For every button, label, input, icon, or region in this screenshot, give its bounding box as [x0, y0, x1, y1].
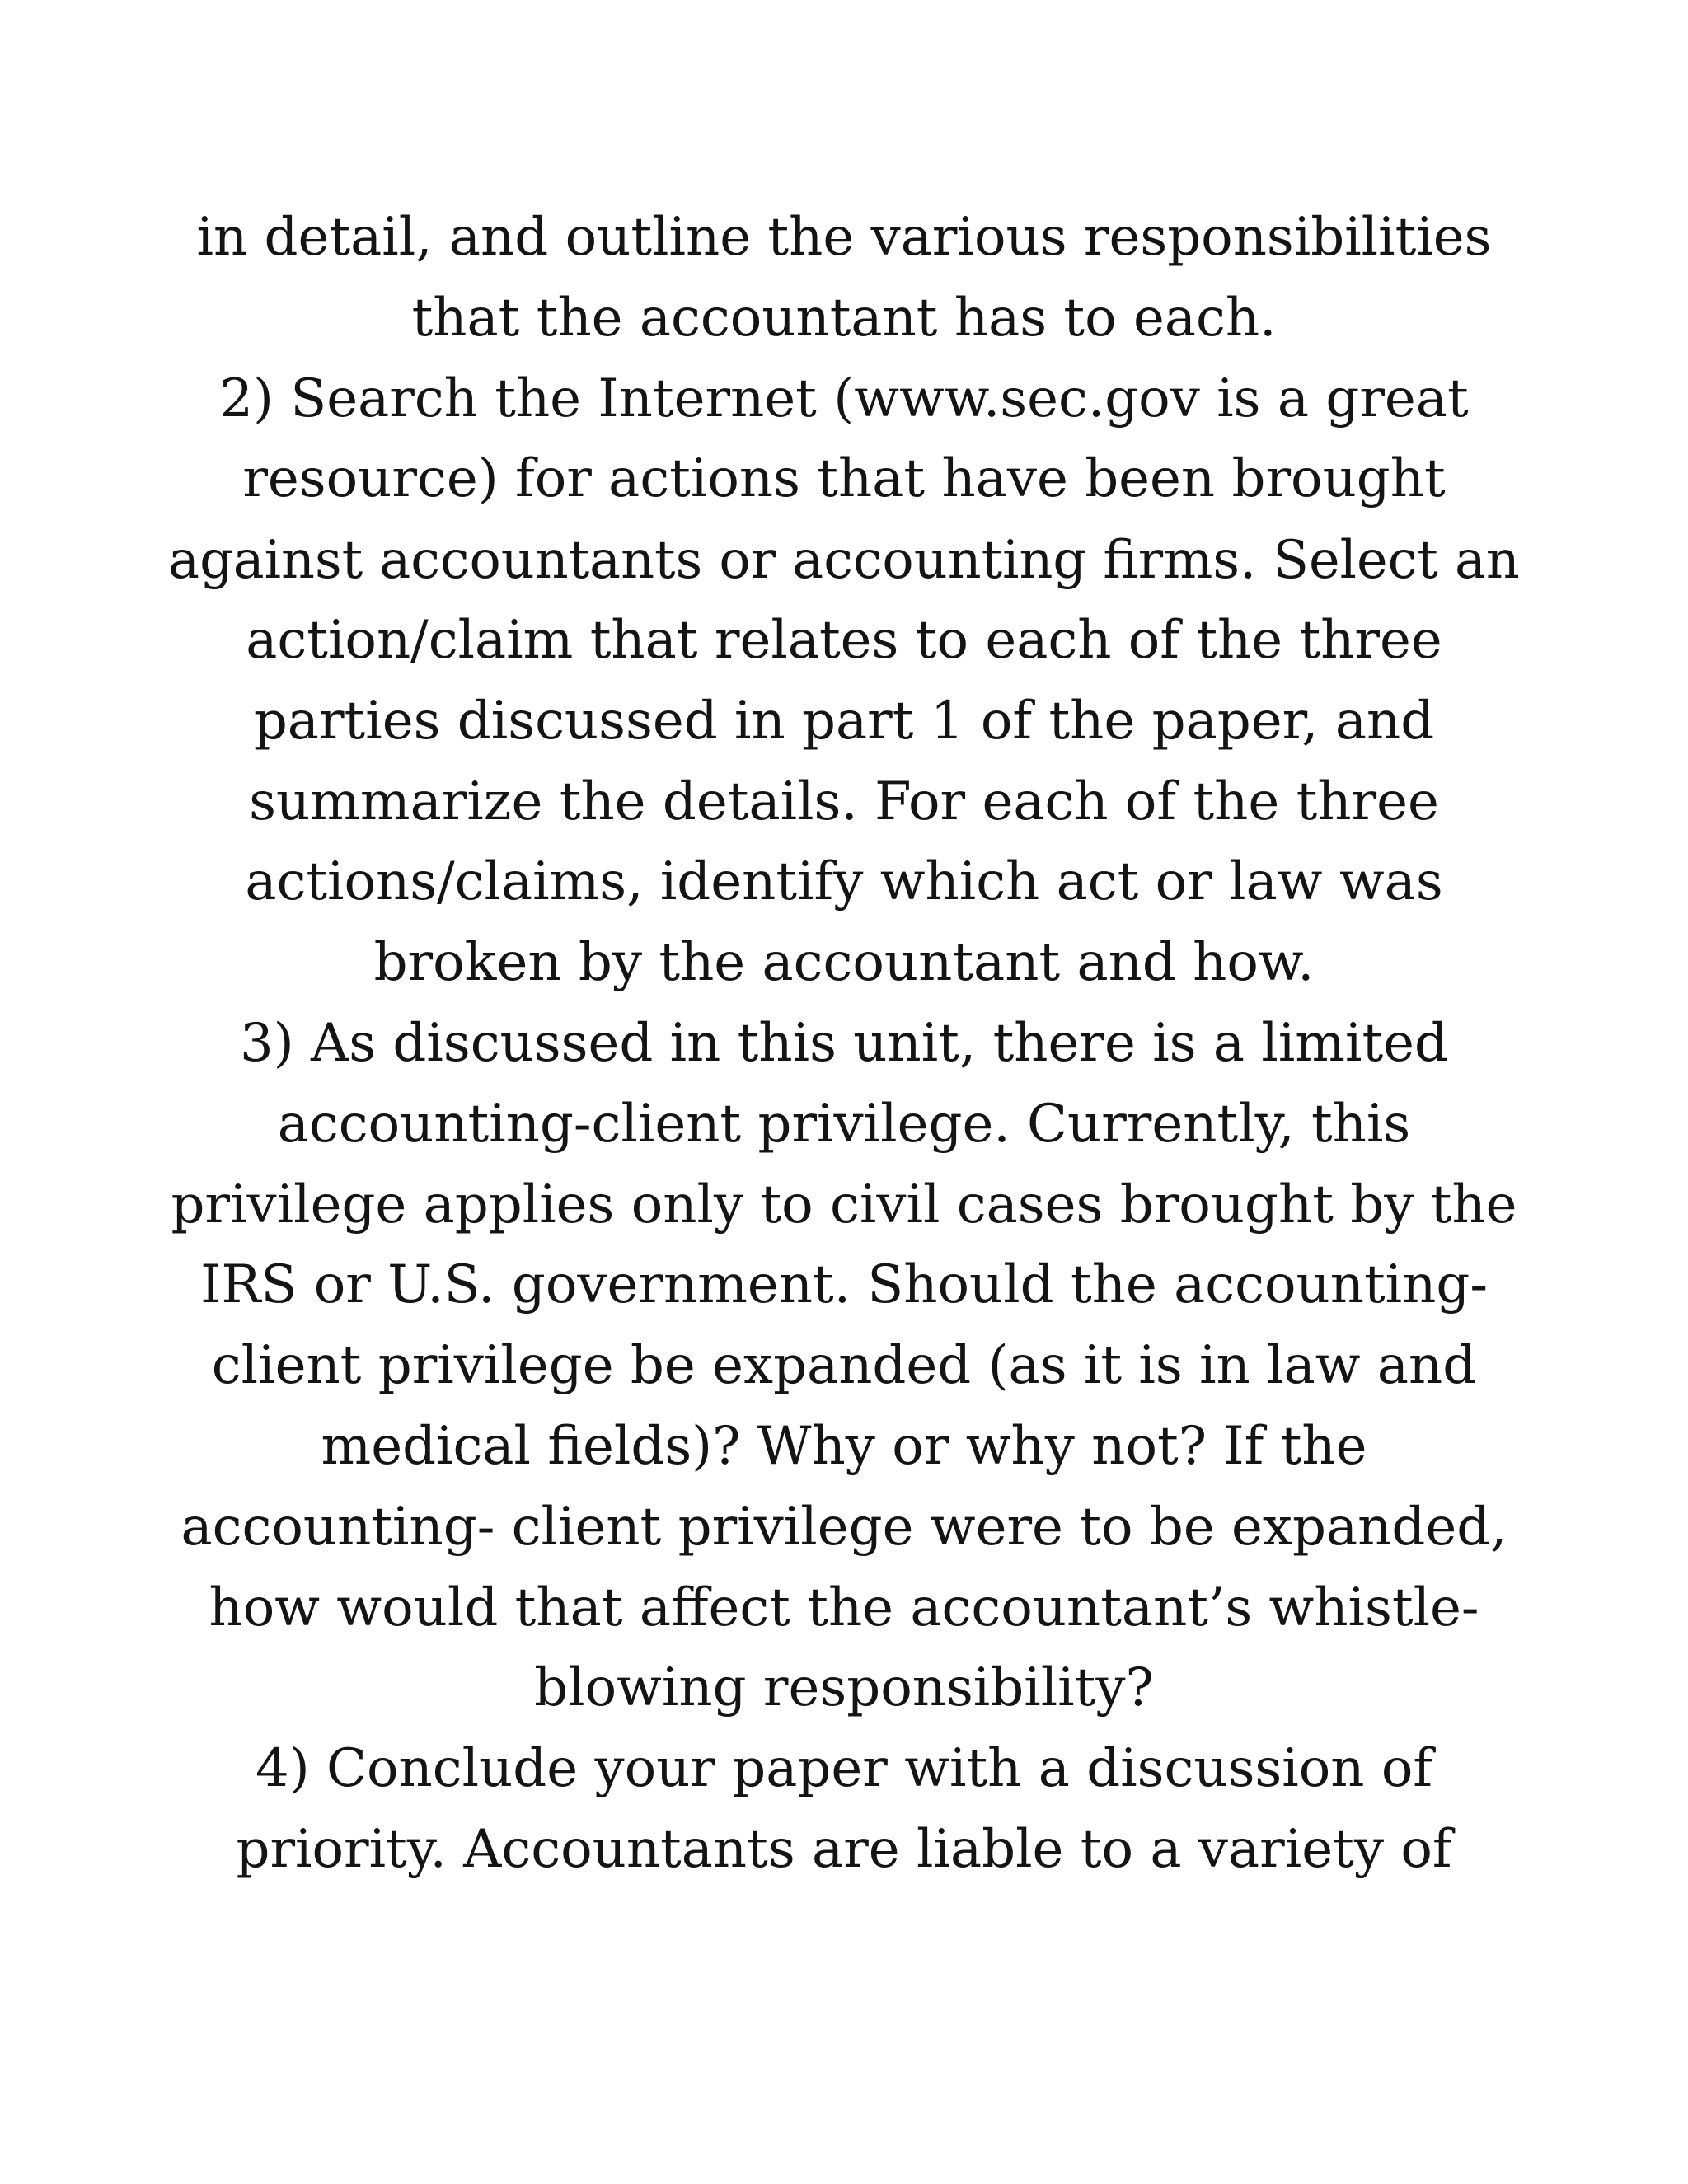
text-line: 4) Conclude your paper with a discussion of — [255, 1738, 1433, 1800]
document-body — [165, 198, 1523, 1891]
text-line: actions/claims, identify which act or law was — [245, 851, 1443, 913]
text-line: how would that affect the accountant’s whistle- — [209, 1577, 1479, 1638]
text-line: accounting-client privilege. Currently, this — [277, 1093, 1411, 1155]
text-line: client privilege be expanded (as it is in law and — [211, 1335, 1477, 1397]
text-line: against accountants or accounting firms. Select an — [168, 529, 1520, 591]
text-line: 2) Search the Internet (www.sec.gov is a great — [219, 368, 1469, 429]
text-line: accounting- client privilege were to be expanded, — [181, 1496, 1507, 1558]
text-line: resource) for actions that have been brought — [242, 448, 1446, 510]
text-line: medical fields)? Why or why not? If the — [321, 1415, 1367, 1477]
text-line: in detail, and outline the various responsibilities — [196, 207, 1492, 268]
text-line: action/claim that relates to each of the three — [246, 609, 1442, 671]
text-line: broken by the accountant and how. — [373, 932, 1315, 994]
text-line: parties discussed in part 1 of the paper, and — [253, 690, 1435, 752]
text-line: IRS or U.S. government. Should the accounting- — [200, 1254, 1488, 1316]
text-line: 3) As discussed in this unit, there is a limited — [239, 1012, 1449, 1074]
text-line: summarize the details. For each of the three — [249, 771, 1439, 832]
text-line: privilege applies only to civil cases brought by the — [171, 1174, 1517, 1235]
text-line: blowing responsibility? — [534, 1657, 1154, 1719]
text-line: priority. Accountants are liable to a variety of — [236, 1818, 1452, 1880]
text-line: that the accountant has to each. — [411, 287, 1277, 349]
